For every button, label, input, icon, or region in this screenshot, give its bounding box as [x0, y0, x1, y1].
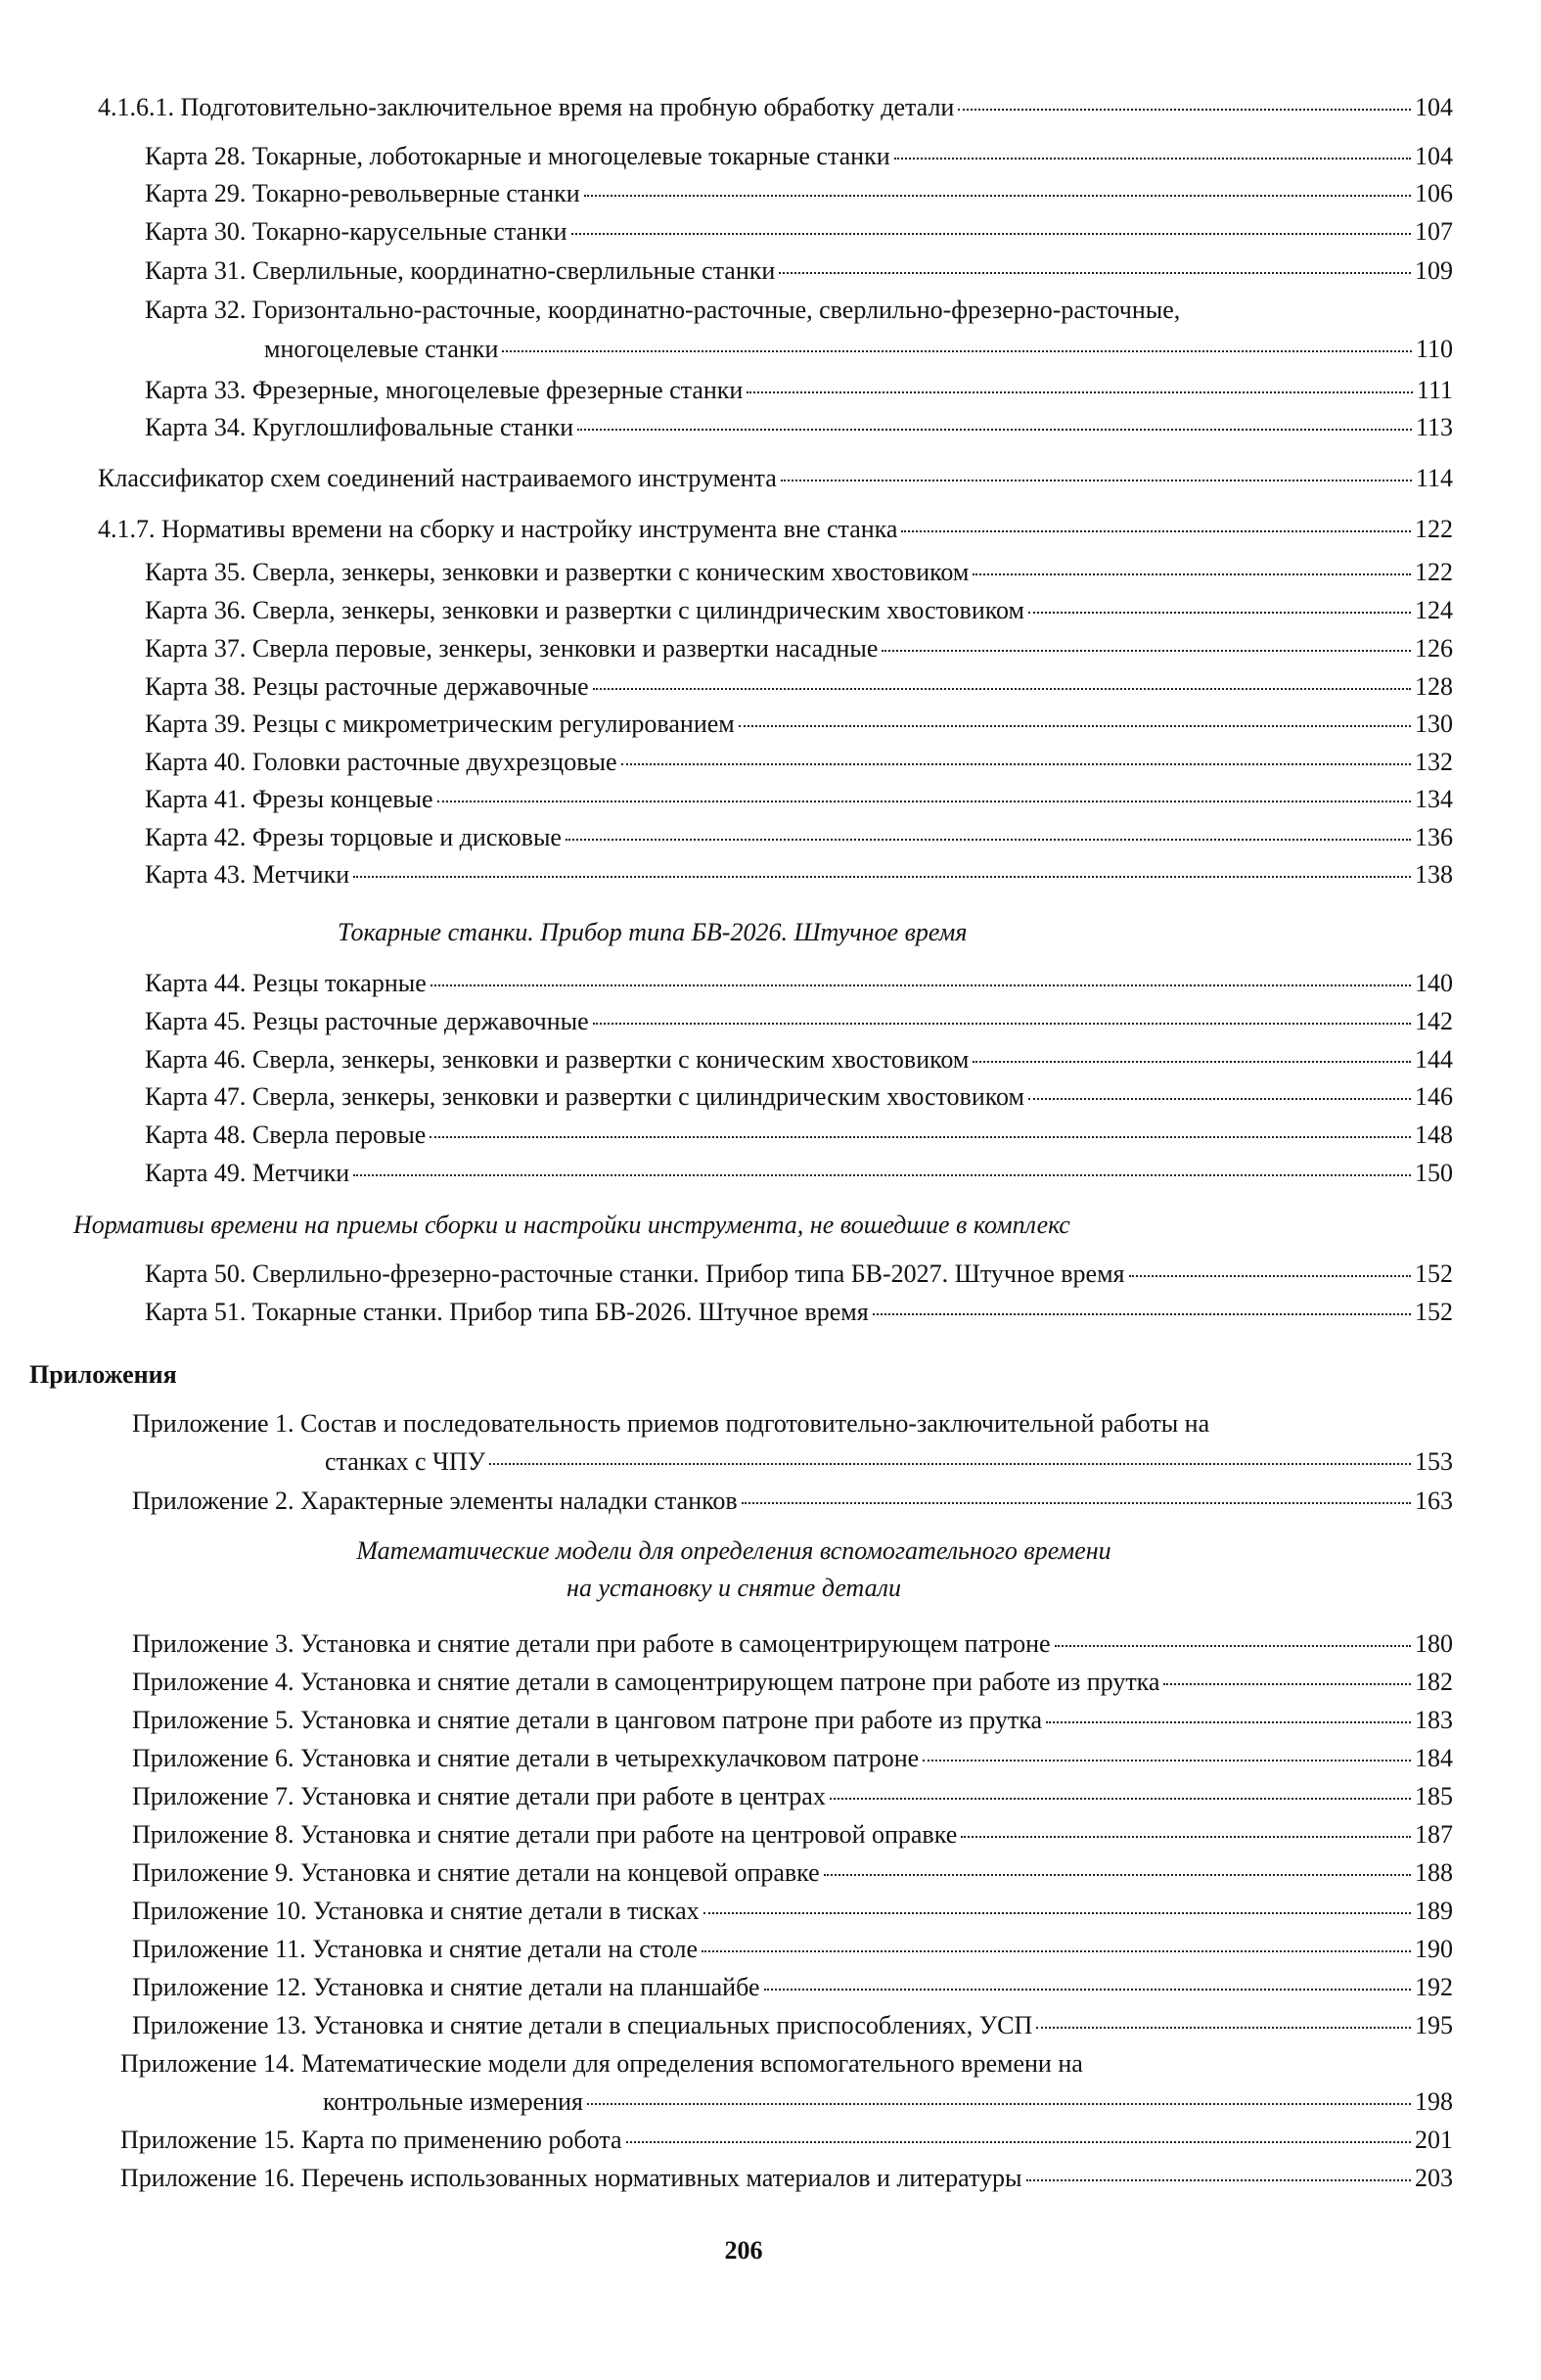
toc-entry: Карта 29. Токарно-револьверные станки 106 [145, 179, 1453, 207]
page-number: 206 [724, 2236, 763, 2265]
leader-dots [353, 1174, 1411, 1176]
leader-dots [1129, 1275, 1411, 1277]
leader-dots [781, 480, 1412, 481]
leader-dots [901, 530, 1411, 532]
toc-entry: Карта 36. Сверла, зенкеры, зенковки и развертки с цилиндрическим хвостовиком 124 [145, 596, 1453, 624]
leader-dots [584, 195, 1411, 197]
toc-entry: Карта 44. Резцы токарные 140 [145, 969, 1453, 997]
toc-entry: Карта 35. Сверла, зенкеры, зенковки и развертки с коническим хвостовиком 122 [145, 558, 1453, 586]
leader-dots [502, 350, 1412, 352]
section-heading: на установку и снятие детали [567, 1574, 901, 1602]
toc-entry: Приложение 2. Характерные элементы наладки станков 163 [132, 1487, 1453, 1515]
leader-dots [626, 2141, 1411, 2143]
toc-entry: Приложение 15. Карта по применению робота 201 [120, 2126, 1453, 2154]
leader-dots [1046, 1721, 1411, 1723]
toc-entry-line: Карта 32. Горизонтально-расточные, координатно-расточные, сверлильно-фрезерно-расточные, [145, 296, 1181, 324]
section-heading: Математические модели для определения вспомогательного времени [356, 1536, 1111, 1565]
leader-dots [973, 573, 1411, 575]
leader-dots [489, 1463, 1411, 1465]
toc-entry-line: Приложение 1. Состав и последовательность приемов подготовительно-заключительной работы на [132, 1409, 1210, 1438]
toc-entry: контрольные измерения 198 [323, 2087, 1453, 2116]
leader-dots [571, 233, 1411, 235]
toc-entry: Карта 33. Фрезерные, многоцелевые фрезерные станки 111 [145, 376, 1453, 404]
leader-dots [747, 391, 1413, 393]
toc-entry: Карта 41. Фрезы концевые 134 [145, 785, 1453, 813]
toc-entry-line: Приложение 14. Математические модели для определения вспомогательного времени на [120, 2049, 1083, 2078]
leader-dots [973, 1061, 1411, 1063]
leader-dots [1028, 1098, 1411, 1100]
toc-entry: Карта 39. Резцы с микрометрическим регулированием 130 [145, 709, 1453, 738]
leader-dots [961, 1836, 1411, 1838]
section-heading: Токарные станки. Прибор типа БВ-2026. Штучное время [338, 918, 968, 946]
toc-entry: Приложение 6. Установка и снятие детали в четырехкулачковом патроне 184 [132, 1744, 1453, 1772]
toc-entry: Карта 43. Метчики 138 [145, 860, 1453, 889]
toc-entry: Карта 47. Сверла, зенкеры, зенковки и развертки с цилиндрическим хвостовиком 146 [145, 1082, 1453, 1111]
toc-entry: Карта 49. Метчики 150 [145, 1159, 1453, 1187]
toc-entry: Карта 42. Фрезы торцовые и дисковые 136 [145, 823, 1453, 851]
toc-entry: многоцелевые станки 110 [264, 335, 1453, 363]
leader-dots [593, 1023, 1411, 1025]
toc-entry: станках с ЧПУ 153 [325, 1447, 1453, 1476]
toc-entry: Приложение 12. Установка и снятие детали на планшайбе 192 [132, 1973, 1453, 2001]
toc-entry: Карта 50. Сверлильно-фрезерно-расточные станки. Прибор типа БВ-2027. Штучное время 152 [145, 1259, 1453, 1288]
toc-entry: Приложение 5. Установка и снятие детали в цанговом патроне при работе из прутка 183 [132, 1706, 1453, 1734]
leader-dots [577, 429, 1412, 431]
leader-dots [958, 109, 1411, 111]
toc-entry: Классификатор схем соединений настраиваемого инструмента 114 [98, 464, 1453, 492]
leader-dots [353, 876, 1411, 878]
leader-dots [894, 158, 1411, 160]
leader-dots [742, 1502, 1411, 1504]
section-heading: Нормативы времени на приемы сборки и настройки инструмента, не вошедшие в комплекс [73, 1211, 1070, 1239]
toc-entry: Приложение 10. Установка и снятие детали в тисках 189 [132, 1897, 1453, 1925]
leader-dots [824, 1874, 1411, 1876]
leader-dots [1055, 1645, 1411, 1647]
toc-entry: Приложение 8. Установка и снятие детали при работе на центровой оправке 187 [132, 1820, 1453, 1849]
leader-dots [703, 1912, 1411, 1914]
leader-dots [739, 725, 1411, 727]
leader-dots [882, 650, 1411, 652]
toc-entry: Карта 30. Токарно-карусельные станки 107 [145, 217, 1453, 246]
leader-dots [702, 1950, 1411, 1952]
toc-entry: Карта 45. Резцы расточные державочные 142 [145, 1007, 1453, 1035]
toc-entry: 4.1.7. Нормативы времени на сборку и настройку инструмента вне станка 122 [98, 515, 1453, 543]
leader-dots [593, 688, 1411, 690]
leader-dots [779, 272, 1411, 274]
toc-entry: Карта 34. Круглошлифовальные станки 113 [145, 413, 1453, 441]
leader-dots [430, 1136, 1411, 1138]
toc-entry: Приложение 7. Установка и снятие детали при работе в центрах 185 [132, 1782, 1453, 1810]
leader-dots [587, 2103, 1411, 2105]
toc-entry: Карта 37. Сверла перовые, зенкеры, зенковки и развертки насадные 126 [145, 634, 1453, 663]
leader-dots [923, 1760, 1411, 1762]
toc-entry: Приложение 4. Установка и снятие детали в самоцентрирующем патроне при работе из прутка 182 [132, 1668, 1453, 1696]
leader-dots [431, 984, 1411, 986]
leader-dots [1163, 1683, 1411, 1685]
toc-entry: Карта 46. Сверла, зенкеры, зенковки и развертки с коническим хвостовиком 144 [145, 1045, 1453, 1074]
toc-entry: Карта 31. Сверлильные, координатно-сверлильные станки 109 [145, 256, 1453, 285]
toc-entry: Карта 28. Токарные, лоботокарные и многоцелевые токарные станки 104 [145, 142, 1453, 170]
toc-entry: Карта 38. Резцы расточные державочные 128 [145, 672, 1453, 701]
toc-entry: Карта 40. Головки расточные двухрезцовые 132 [145, 748, 1453, 776]
toc-entry: Приложение 16. Перечень использованных нормативных материалов и литературы 203 [120, 2164, 1453, 2192]
toc-entry: Приложение 11. Установка и снятие детали на столе 190 [132, 1935, 1453, 1963]
toc-entry: Карта 51. Токарные станки. Прибор типа БВ-2026. Штучное время 152 [145, 1298, 1453, 1326]
toc-entry: 4.1.6.1. Подготовительно-заключительное время на пробную обработку детали 104 [98, 93, 1453, 121]
toc-entry: Приложение 9. Установка и снятие детали на концевой оправке 188 [132, 1858, 1453, 1887]
leader-dots [1036, 2027, 1411, 2029]
leader-dots [764, 1989, 1411, 1991]
toc-entry: Приложение 13. Установка и снятие детали в специальных приспособлениях, УСП 195 [132, 2011, 1453, 2039]
leader-dots [1028, 612, 1411, 614]
toc-entry: Карта 48. Сверла перовые 148 [145, 1121, 1453, 1149]
appendices-heading: Приложения [29, 1360, 177, 1389]
leader-dots [1026, 2179, 1411, 2181]
leader-dots [566, 839, 1411, 841]
leader-dots [830, 1798, 1411, 1800]
leader-dots [621, 763, 1412, 765]
toc-entry: Приложение 3. Установка и снятие детали при работе в самоцентрирующем патроне 180 [132, 1629, 1453, 1658]
leader-dots [873, 1313, 1411, 1315]
leader-dots [437, 801, 1411, 802]
